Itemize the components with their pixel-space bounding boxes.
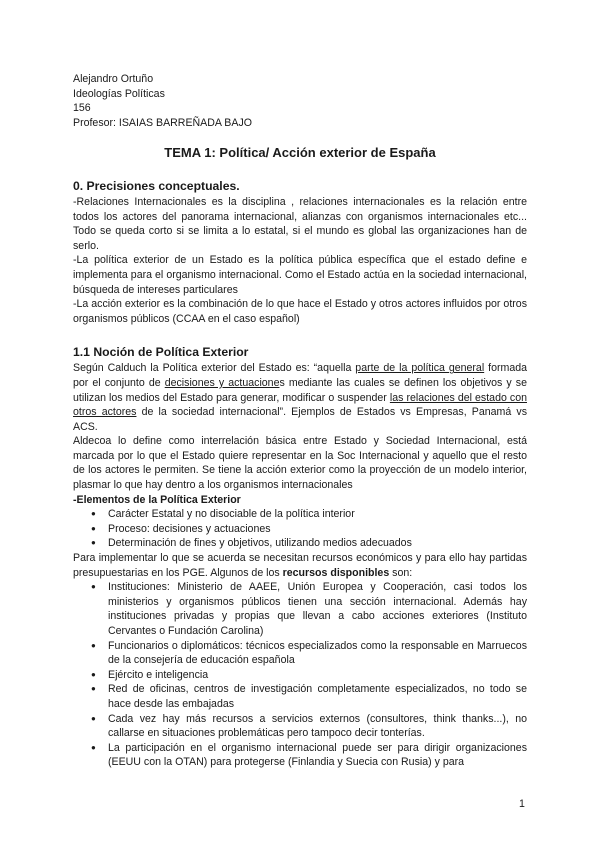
underlined-phrase: decisiones y actuacione <box>164 376 280 389</box>
document-title: TEMA 1: Política/ Acción exterior de España <box>164 145 436 161</box>
student-number: 156 <box>73 102 91 115</box>
section-1-heading: 1.1 Noción de Política Exterior <box>73 345 249 360</box>
list-item: ● Red de oficinas, centros de investigación completamente especializados, no todo se hace desde las embajadas <box>108 682 527 711</box>
page-content <box>73 72 527 770</box>
underlined-phrase: las relaciones del estado con otros actores <box>73 391 527 419</box>
section-0-heading: 0. Precisiones conceptuales. <box>73 178 240 193</box>
section-0-paragraph: -La acción exterior es la combinación de lo que hace el Estado y otros actores influidos por otros organismos públicos (CCAA en el caso español) <box>73 298 527 325</box>
bold-term: recursos disponibles <box>282 566 390 579</box>
list-item: ● La participación en el organismo internacional puede ser para dirigir organizaciones (EEUU con la OTAN) para protegerse (Finlandia y Suecia con Rusia) y para <box>108 741 527 770</box>
list-item: ● Carácter Estatal y no disociable de la política interior <box>108 507 527 522</box>
section-0-paragraph: -La política exterior de un Estado es la política pública específica que el estado define e implementa para el organismo internacional. Como el Estado actúa en la sociedad internacional, búsqueda de intereses particulares <box>73 254 527 296</box>
resources-list <box>73 580 527 770</box>
professor-name: Profesor: ISAIAS BARREÑADA BAJO <box>73 116 252 129</box>
resources-intro: Para implementar lo que se acuerda se necesitan recursos económicos y para ello hay partidas presupuestarias en los PGE. Algunos de los recursos disponibles son: <box>73 552 527 579</box>
list-item: ● Instituciones: Ministerio de AAEE, Unión Europea y Cooperación, casi todos los ministerios y organismos públicos tienen una sección internacional. Además hay instituciones privadas y propias que llevan a cabo acciones exteriores (Instituto Cervantes o Fundación Carolina) <box>108 580 527 638</box>
list-item: ● Ejército e inteligencia <box>108 668 527 683</box>
course-name: Ideologías Políticas <box>73 87 165 100</box>
list-item: ● Proceso: decisiones y actuaciones <box>108 522 527 537</box>
author-name: Alejandro Ortuño <box>73 73 154 85</box>
section-0-paragraph: -Relaciones Internacionales es la disciplina , relaciones internacionales es la relación entre todos los actores del panorama internacional, alianzas con organismos internacionales etc... Todo se queda corto si se limita a lo estatal, si el mundo es global las organizaciones han de serlo. <box>73 195 527 252</box>
list-item: ● Funcionarios o diplomáticos: técnicos especializados como la responsable en Marruecos de la consejería de educación española <box>108 639 527 668</box>
calduch-definition: Según Calduch la Política exterior del Estado es: “aquella parte de la política general formada por el conjunto de decisiones y actuaciones mediante las cuales se definen los objetivos y se utilizan los medios del Estado para generar, modificar o suspender las relaciones del estado con otros actores de la sociedad internacional”. Ejemplos de Estados vs Empresas, Panamá vs ACS. <box>73 362 527 433</box>
elements-list <box>73 507 527 551</box>
elements-heading: -Elementos de la Política Exterior <box>73 493 241 506</box>
list-item: ● Cada vez hay más recursos a servicios externos (consultores, think thanks...), no callarse en situaciones problemáticas pero tampoco decir tonterías. <box>108 712 527 741</box>
list-item: ● Determinación de fines y objetivos, utilizando medios adecuados <box>108 536 527 551</box>
aldecoa-definition: Aldecoa lo define como interrelación básica entre Estado y Sociedad Internacional, está marcada por lo que el Estado quiere representar en la Soc Internacional y aquello que el resto de los actores le permiten. Se tiene la acción exterior como la proyección de un modelo interior, plasmar lo que hay dentro a los organismos internacionales <box>73 435 527 492</box>
page-number: 1 <box>519 798 525 810</box>
underlined-phrase: parte de la política general <box>355 362 485 375</box>
header-block <box>73 72 527 130</box>
